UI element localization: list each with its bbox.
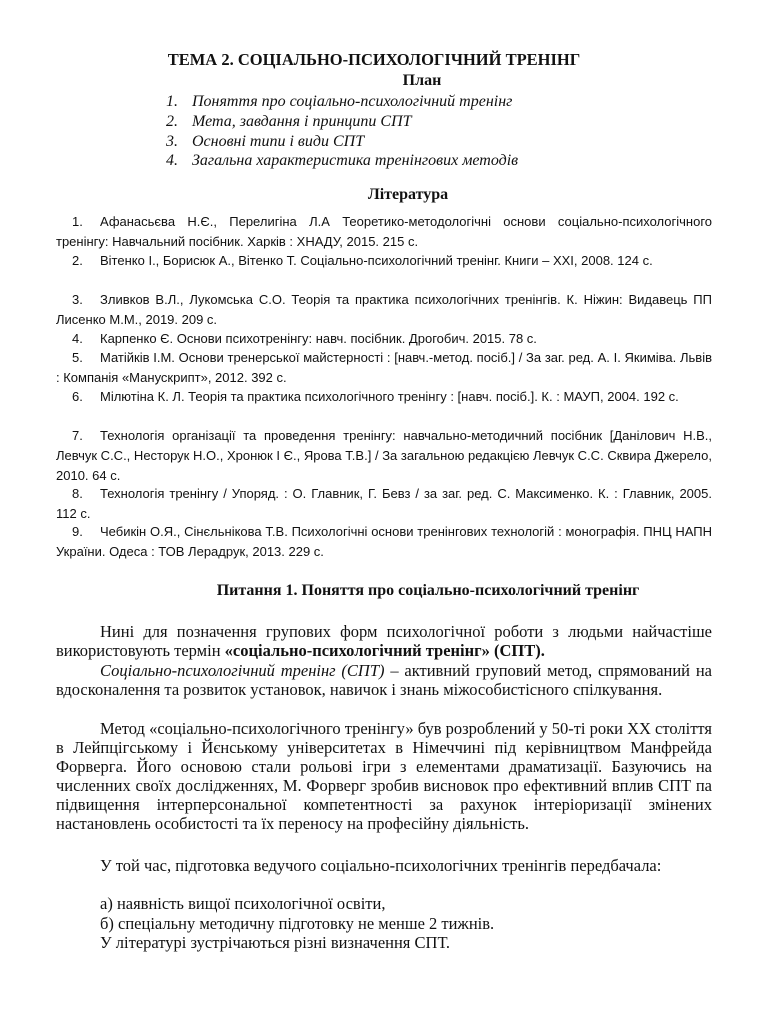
- paragraph-text: – активний груповий метод, спрямований на вдосконалення та розвиток установок, навичок і знань міжособистісного спілкування.: [56, 661, 712, 699]
- list-line: б) спеціальну методичну підготовку не менше 2 тижнів.: [100, 914, 495, 933]
- reference-text: Технологія тренінгу / Упоряд. : О. Главник, Г. Бевз / за заг. ред. С. Максименко. К. : Главник, 2005. 112 с.: [56, 486, 712, 521]
- plan-heading: План: [402, 72, 442, 89]
- plan-item-text: Основні типи і види СПТ: [192, 133, 365, 150]
- plan-item-text: Мета, завдання і принципи СПТ: [192, 113, 412, 130]
- list-line: У літературі зустрічаються різні визначення СПТ.: [100, 933, 450, 952]
- reference-item: [56, 426, 712, 486]
- paragraph-text: Метод «соціально-психологічного тренінгу» був розроблений у 50-ті роки ХХ століття в Лейпцігському і Йєнському університетах в Німеччині під керівництвом Манфрейда Форверга. Його основою стали рольові ігри з елементами драматизації. Базуючись на численних своїх дослідженнях, М. Форверг зробив висновок про ефективний вплив СПТ па підвищення інтерперсональної компетентності за рахунок інтеріоризації змінених настановлень особистості та їх переносу на професійну діяльність.: [56, 719, 713, 833]
- reference-number: 9.: [72, 524, 83, 539]
- plan-item: [166, 93, 512, 111]
- paragraph: [56, 661, 712, 699]
- reference-number: 1.: [72, 214, 83, 229]
- reference-item: [56, 484, 712, 524]
- section-heading: Питання 1. Поняття про соціально-психологічний тренінг: [216, 582, 640, 599]
- reference-item: [56, 290, 712, 330]
- plan-item-number: 3.: [166, 133, 178, 150]
- reference-text: Технологія організації та проведення тренінгу: навчально-методичний посібник [Данілович Н.В., Левчук С.С., Несторук Н.О., Хронюк І Є., Ярова Т.В.] / За загальною редакцією Левчук С.С. Сквира Джерело, 2010. 64 с.: [56, 428, 712, 483]
- paragraph-text: У той час, підготовка ведучого соціально-психологічних тренінгів передбачала:: [100, 856, 662, 875]
- reference-item: [56, 251, 712, 271]
- reference-text: Мілютіна К. Л. Теорія та практика психологічного тренінгу : [навч. посіб.]. К. : МАУП, 2004. 192 с.: [100, 389, 679, 404]
- reference-number: 8.: [72, 486, 83, 501]
- plan-item-text: Загальна характеристика тренінгових методів: [192, 152, 519, 169]
- reference-number: 3.: [72, 292, 83, 307]
- paragraph: [56, 622, 712, 660]
- plan-item-text: Поняття про соціально-психологічний тренінг: [192, 93, 513, 110]
- reference-number: 4.: [72, 331, 83, 346]
- list-line: а) наявність вищої психологічної освіти,: [100, 894, 386, 913]
- term-spt: «соціально-психологічний тренінг» (СПТ).: [224, 641, 545, 660]
- reference-number: 6.: [72, 389, 83, 404]
- plan-item-number: 1.: [166, 93, 178, 110]
- reference-item: [56, 329, 712, 349]
- definition-term: Соціально-психологічний тренінг (СПТ): [100, 661, 385, 680]
- paragraph: [56, 856, 712, 875]
- reference-text: Матійків І.М. Основи тренерської майстерності : [навч.-метод. посіб.] / За заг. ред. А. І. Якиміва. Львів : Компанія «Манускрипт», 2012. 392 с.: [56, 350, 712, 385]
- reference-item: [56, 387, 712, 407]
- plan-item-number: 4.: [166, 152, 178, 169]
- reference-number: 2.: [72, 253, 83, 268]
- reference-text: Карпенко Є. Основи психотренінгу: навч. посібник. Дрогобич. 2015. 78 с.: [100, 331, 537, 346]
- reference-text: Афанасьєва Н.Є., Перелигіна Л.А Теоретико-методологічні основи соціально-психологічного тренінгу: Навчальний посібник. Харків : ХНАДУ, 2015. 215 с.: [56, 214, 712, 249]
- paragraph: [56, 719, 712, 833]
- reference-text: Зливков В.Л., Лукомська С.О. Теорія та практика психологічних тренінгів. К. Ніжин: Видавець ПП Лисенко М.М., 2019. 209 с.: [56, 292, 712, 327]
- reference-number: 7.: [72, 428, 83, 443]
- literature-heading: Література: [367, 186, 449, 203]
- reference-item: [56, 522, 712, 562]
- paragraph-text: Нині для позначення групових форм психологічної роботи з людьми найчастіше використовують термін: [56, 622, 712, 660]
- reference-text: Вітенко І., Борисюк А., Вітенко Т. Соціально-психологічний тренінг. Книги – ХХІ, 2008. 124 с.: [100, 253, 653, 268]
- plan-item: [166, 133, 364, 151]
- reference-text: Чебикін О.Я., Сінєльнікова Т.В. Психологічні основи тренінгових технологій : монографія. ПНЦ НАПН України. Одеса : ТОВ Лерадрук, 2013. 229 с.: [56, 524, 712, 559]
- reference-number: 5.: [72, 350, 83, 365]
- plan-item: [166, 113, 412, 131]
- plan-item-number: 2.: [166, 113, 178, 130]
- reference-item: [56, 348, 712, 388]
- page-title: ТЕМА 2. СОЦІАЛЬНО-ПСИХОЛОГІЧНИЙ ТРЕНІНГ: [167, 50, 581, 69]
- reference-item: [56, 212, 712, 252]
- plan-item: [166, 152, 518, 170]
